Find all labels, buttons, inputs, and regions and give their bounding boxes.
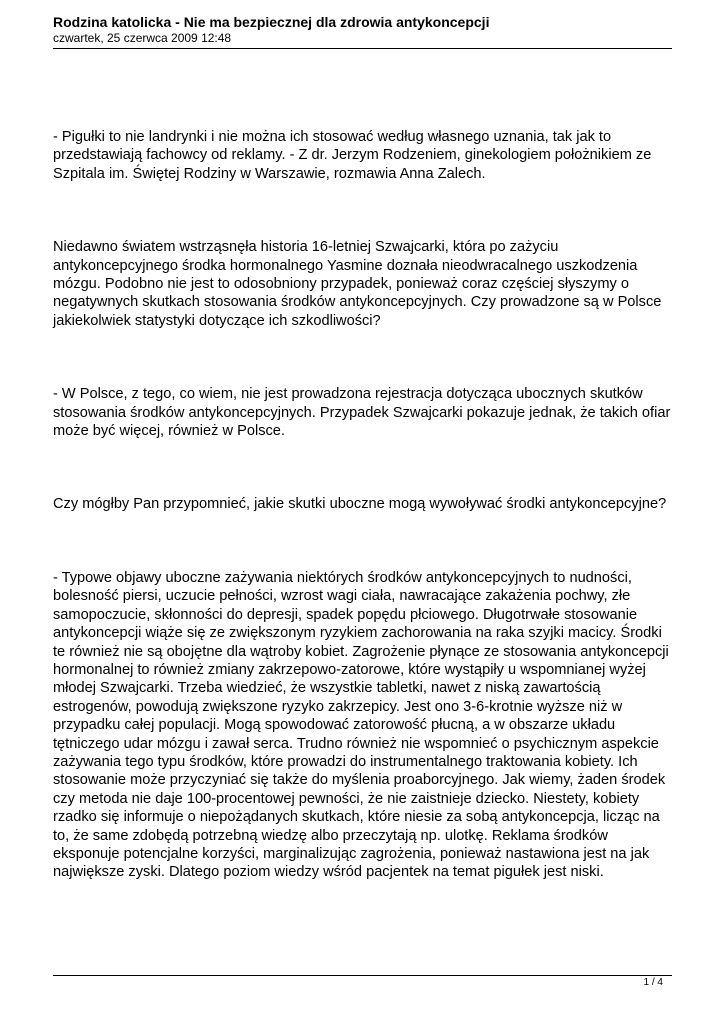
article-paragraph-question-1: Niedawno światem wstrząsnęła historia 16-letniej Szwajcarki, która po zażyciu antykoncepcyjnego środka hormonalnego Yasmine doznała nieodwracalnego uszkodzenia mózgu. Podobno nie jest to odosobniony przypadek, ponieważ coraz częściej słyszymy o negatywnych skutkach stosowania środków antykoncepcyjnych. Czy prowadzone są w Polsce jakiekolwiek statystyki dotyczące ich szkodliwości? — [53, 239, 662, 329]
header-divider — [53, 48, 672, 49]
article-paragraph-answer-1: - W Polsce, z tego, co wiem, nie jest prowadzona rejestracja dotycząca ubocznych skutków stosowania środków antykoncepcyjnych. Przypadek Szwajcarki pokazuje jednak, że takich ofiar może być więcej, również w Polsce. — [53, 386, 671, 440]
article-body — [53, 128, 678, 882]
document-title: Rodzina katolicka - Nie ma bezpiecznej dla zdrowia antykoncepcji — [53, 14, 490, 30]
page-number: 1 / 4 — [643, 977, 663, 988]
article-paragraph-answer-2: - Typowe objawy uboczne zażywania niektórych środków antykoncepcyjnych to nudności, bolesność piersi, uczucie pełności, wzrost wagi ciała, nawracające zakażenia pochwy, złe samopoczucie, skłonności do depresji, spadek popędu płciowego. Długotrwałe stosowanie antykoncepcji wiąże się ze zwiększonym ryzykiem zachorowania na raka szyjki macicy. Środki te również nie są obojętne dla wątroby kobiet. Zagrożenie płynące ze stosowania antykoncepcji hormonalnej to również zmiany zakrzepowo-zatorowe, które wystąpiły u wspomnianej wyżej młodej Szwajcarki. Trzeba wiedzieć, że wszystkie tabletki, nawet z niską zawartością estrogenów, powodują zwiększone ryzyko zakrzepicy. Jest ono 3-6-krotnie wyższe niż w przypadku całej populacji. Mogą spowodować zatorowość płucną, a w obszarze układu tętniczego udar mózgu i zawał serca. Trudno również nie wspomnieć o psychicznym aspekcie zażywania tego typu środków, które prowadzi do instrumentalnego traktowania kobiety. Ich stosowanie może przyczyniać się także do myślenia proaborcyjnego. Jak wiemy, żaden środek czy metoda nie daje 100-procentowej pewności, że nie zaistnieje dziecko. Niestety, kobiety rzadko się informuje o niepożądanych skutkach, które niesie za sobą antykoncepcja, licząc na to, że same zdobędą potrzebną wiedzę albo przeczytają np. ulotkę. Reklama środków eksponuje potencjalne korzyści, marginalizując zagrożenia, ponieważ nastawiona jest na jak największe zyski. Dlatego poziom wiedzy wśród pacjentek na temat pigułek jest niski. — [53, 569, 669, 881]
footer-divider — [53, 975, 672, 976]
document-date: czwartek, 25 czerwca 2009 12:48 — [53, 31, 232, 45]
document-header — [53, 14, 673, 45]
article-paragraph-question-2: Czy mógłby Pan przypomnieć, jakie skutki uboczne mogą wywoływać środki antykoncepcyjne? — [53, 496, 667, 513]
article-paragraph-intro: - Pigułki to nie landrynki i nie można ich stosować według własnego uznania, tak jak to przedstawiają fachowcy od reklamy. - Z dr. Jerzym Rodzeniem, ginekologiem położnikiem ze Szpitala im. Świętej Rodziny w Warszawie, rozmawia Anna Zalech. — [53, 129, 652, 182]
